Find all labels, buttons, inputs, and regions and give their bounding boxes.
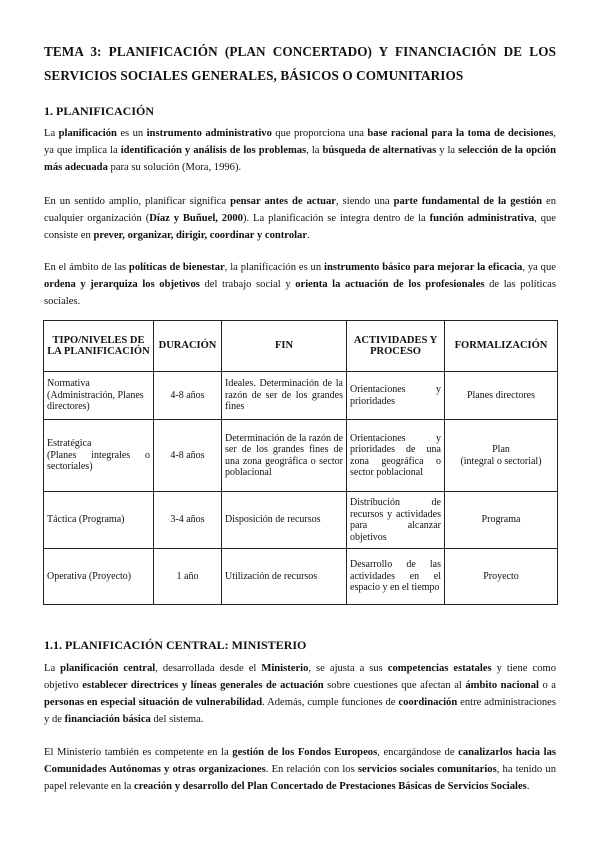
cell-tipo: Normativa (Administración, Planes directores): [44, 372, 154, 420]
paragraph-sentido-amplio: En un sentido amplio, planificar significa pensar antes de actuar, siendo una parte fundamental de la gestión en cualquier organización (Díaz y Buñuel, 2000). La planificación se integra dentro de la función administrativa, que consiste en prever, organizar, dirigir, coordinar y controlar.: [44, 195, 556, 241]
cell-duracion: 1 año: [154, 549, 222, 605]
cell-duracion: 3-4 años: [154, 492, 222, 549]
table-row: [44, 420, 558, 492]
cell-fin: Determinación de la razón de ser de los grandes fines de una zona geográfica o sector poblacional: [222, 420, 347, 492]
header-duracion: DURACIÓN: [154, 321, 222, 372]
cell-formalizacion: Planes directores: [445, 372, 558, 420]
cell-formalizacion: Programa: [445, 492, 558, 549]
cell-actividades: Orientaciones y prioridades de una zona geográfica o sector poblacional: [347, 420, 445, 492]
table-row: [44, 492, 558, 549]
document-title: TEMA 3: PLANIFICACIÓN (PLAN CONCERTADO) Y FINANCIACIÓN DE LOS SERVICIOS SOCIALES GENERALES, BÁSICOS O COMUNITARIOS: [44, 44, 556, 83]
header-tipo: TIPO/NIVELES DE LA PLANIFICACIÓN: [44, 321, 154, 372]
header-fin: FIN: [222, 321, 347, 372]
cell-tipo: Operativa (Proyecto): [44, 549, 154, 605]
paragraph-politicas-bienestar: En el ámbito de las políticas de bienestar, la planificación es un instrumento básico para mejorar la eficacia, ya que ordena y jerarquiza los objetivos del trabajo social y orienta la actuación de los profesionales de las políticas sociales.: [44, 261, 556, 307]
paragraph-planificacion-central: La planificación central, desarrollada desde el Ministerio, se ajusta a sus competencias estatales y tiene como objetivo establecer directrices y líneas generales de actuación sobre cuestiones que afectan al ámbito nacional o a personas en especial situación de vulnerabilidad. Además, cumple funciones de coordinación entre administraciones y de financiación básica del sistema.: [44, 662, 557, 725]
cell-fin: Disposición de recursos: [222, 492, 347, 549]
section-heading-planificacion-central: 1.1. PLANIFICACIÓN CENTRAL: MINISTERIO: [44, 638, 307, 652]
table-header-row: [44, 321, 558, 372]
header-formalizacion: FORMALIZACIÓN: [445, 321, 558, 372]
header-actividades: ACTIVIDADES Y PROCESO: [347, 321, 445, 372]
paragraph-definicion: La planificación es un instrumento administrativo que proporciona una base racional para la toma de decisiones, ya que implica la identificación y análisis de los problemas, la búsqueda de alternativas y la selección de la opción más adecuada para su solución (Mora, 1996).: [44, 127, 556, 173]
cell-formalizacion: Proyecto: [445, 549, 558, 605]
cell-fin: Utilización de recursos: [222, 549, 347, 605]
cell-actividades: Distribución de recursos y actividades para alcanzar objetivos: [347, 492, 445, 549]
cell-formalizacion: Plan (integral o sectorial): [445, 420, 558, 492]
table-row: [44, 549, 558, 605]
cell-actividades: Desarrollo de las actividades en el espacio y en el tiempo: [347, 549, 445, 605]
cell-fin: Ideales. Determinación de la razón de ser de los grandes fines: [222, 372, 347, 420]
cell-actividades: Orientaciones y prioridades: [347, 372, 445, 420]
cell-duracion: 4-8 años: [154, 420, 222, 492]
cell-tipo: Táctica (Programa): [44, 492, 154, 549]
cell-duracion: 4-8 años: [154, 372, 222, 420]
planning-levels-table: [43, 320, 558, 605]
paragraph-fondos-europeos: El Ministerio también es competente en la gestión de los Fondos Europeos, encargándose de canalizarlos hacia las Comunidades Autónomas y otras organizaciones. En relación con los servicios sociales comunitarios, ha tenido un papel relevante en la creación y desarrollo del Plan Concertado de Prestaciones Básicas de Servicios Sociales.: [44, 746, 557, 792]
table-row: [44, 372, 558, 420]
section-heading-planificacion: 1. PLANIFICACIÓN: [44, 104, 155, 118]
cell-tipo: Estratégica (Planes integrales o sectoriales): [44, 420, 154, 492]
